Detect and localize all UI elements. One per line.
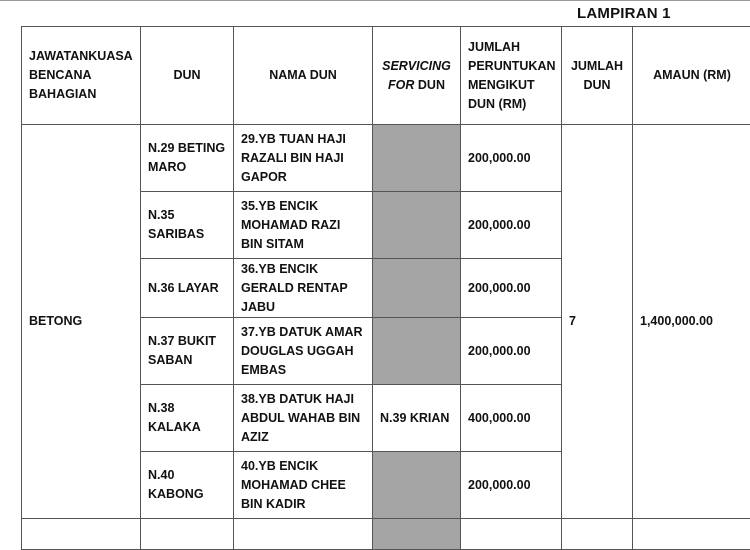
header-servicing-for: FOR (388, 78, 414, 92)
nama-dun-cell: 35.YB ENCIK MOHAMAD RAZI BIN SITAM (234, 192, 373, 259)
allocation-cell: 200,000.00 (461, 318, 562, 385)
nama-dun-cell: 29.YB TUAN HAJI RAZALI BIN HAJI GAPOR (234, 125, 373, 192)
header-jumlah-dun: JUMLAH DUN (562, 27, 633, 125)
empty-cell (22, 519, 141, 550)
nama-dun-cell: 36.YB ENCIK GERALD RENTAP JABU (234, 259, 373, 318)
nama-dun-cell: 37.YB DATUK AMAR DOUGLAS UGGAH EMBAS (234, 318, 373, 385)
servicing-cell (373, 519, 461, 550)
allocation-cell: 200,000.00 (461, 259, 562, 318)
dun-cell: N.29 BETING MARO (141, 125, 234, 192)
total-amount-cell: 1,400,000.00 (633, 125, 750, 519)
allocation-cell: 200,000.00 (461, 452, 562, 519)
dun-cell: N.35 SARIBAS (141, 192, 234, 259)
dun-cell: N.38 KALAKA (141, 385, 234, 452)
header-servicing-dun: DUN (418, 78, 445, 92)
header-row (22, 27, 750, 125)
servicing-cell (373, 318, 461, 385)
dun-cell: N.36 LAYAR (141, 259, 234, 318)
nama-dun-cell: 40.YB ENCIK MOHAMAD CHEE BIN KADIR (234, 452, 373, 519)
header-servicing-italic: SERVICING (382, 59, 451, 73)
header-servicing (373, 27, 461, 125)
empty-cell (633, 519, 750, 550)
servicing-cell (373, 452, 461, 519)
servicing-cell (373, 125, 461, 192)
allocation-cell: 200,000.00 (461, 192, 562, 259)
header-amaun: AMAUN (RM) (633, 27, 750, 125)
servicing-cell: N.39 KRIAN (373, 385, 461, 452)
division-cell: BETONG (22, 125, 141, 519)
allocation-cell: 400,000.00 (461, 385, 562, 452)
empty-cell (234, 519, 373, 550)
top-rule (0, 0, 750, 1)
table-row-partial (22, 519, 750, 550)
servicing-cell (373, 192, 461, 259)
servicing-cell (373, 259, 461, 318)
nama-dun-cell: 38.YB DATUK HAJI ABDUL WAHAB BIN AZIZ (234, 385, 373, 452)
empty-cell (461, 519, 562, 550)
empty-cell (562, 519, 633, 550)
table-row (22, 125, 750, 192)
header-dun: DUN (141, 27, 234, 125)
dun-cell: N.40 KABONG (141, 452, 234, 519)
allocation-cell: 200,000.00 (461, 125, 562, 192)
empty-cell (141, 519, 234, 550)
total-dun-cell: 7 (562, 125, 633, 519)
annex-label: LAMPIRAN 1 (577, 5, 671, 22)
dun-cell: N.37 BUKIT SABAN (141, 318, 234, 385)
allocation-table (21, 26, 750, 550)
header-jawatankuasa: JAWATANKUASA BENCANA BAHAGIAN (22, 27, 141, 125)
header-jumlah-peruntukan: JUMLAH PERUNTUKAN MENGIKUT DUN (RM) (461, 27, 562, 125)
header-nama-dun: NAMA DUN (234, 27, 373, 125)
